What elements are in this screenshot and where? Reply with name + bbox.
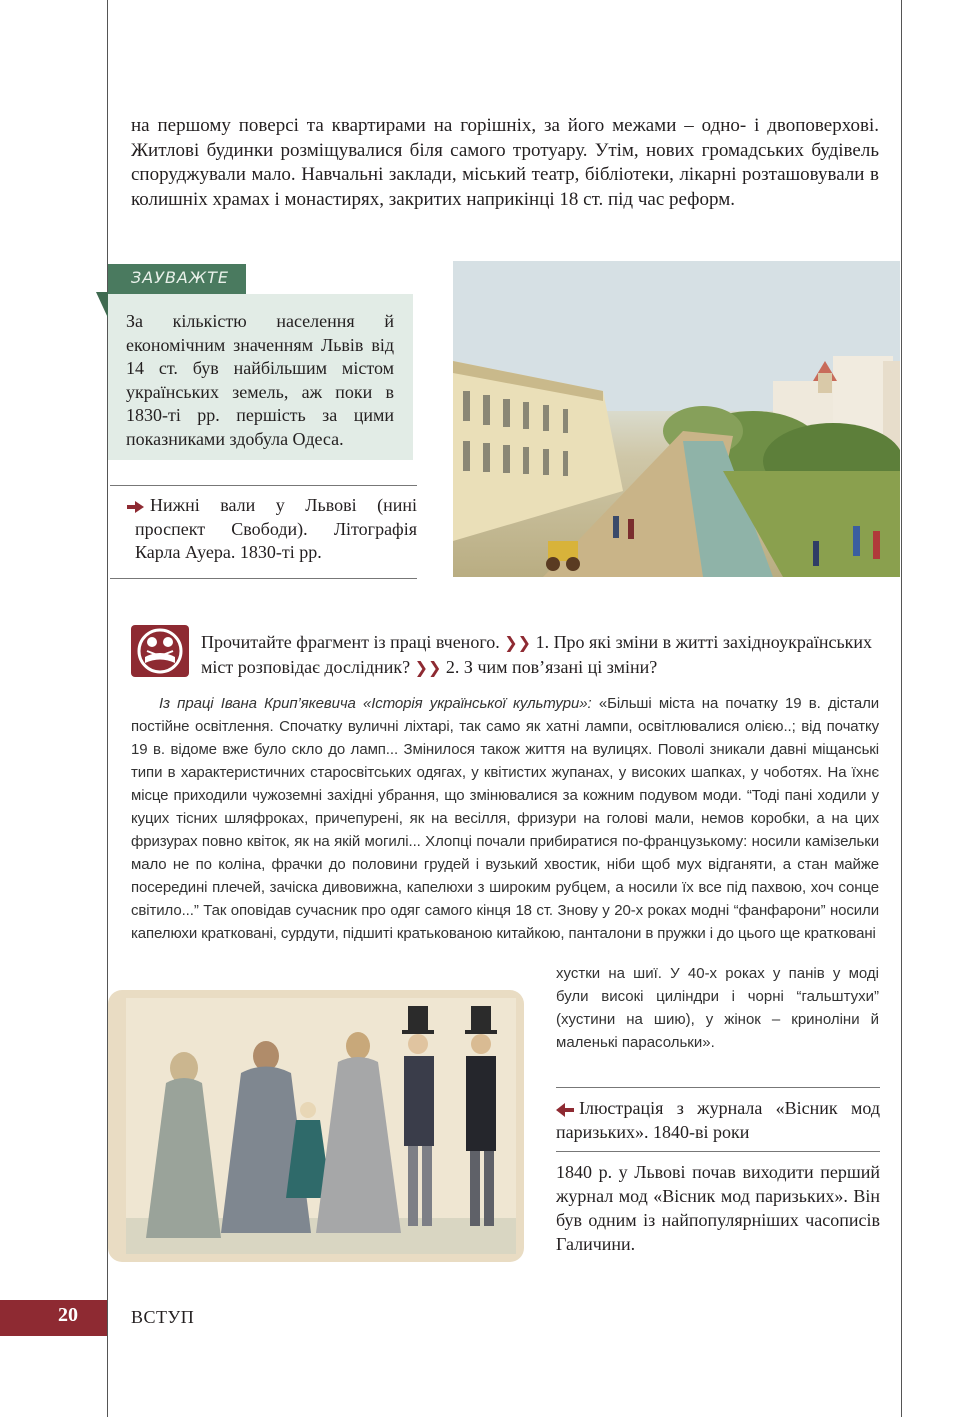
caption-lithograph	[135, 494, 417, 565]
caption-lithograph-text: Нижні вали у Львові (нині проспект Свободи). Літографія Карла Ауера. 1830-ті рр.	[135, 495, 417, 562]
intro-paragraph: на першому поверсі та квартирами на горішніх, за його межами – одно- і двоповерхові. Житлові будинки розміщувалися біля самого тротуару. Утім, нових громадських будівель споруджували мало. Навчальні заклади, міський театр, бібліотеки, лікарні розташовували в колишніх храмах і монастирях, закритих наприкінці 18 ст. під час реформ.	[131, 115, 879, 210]
note-label: ЗАУВАЖТЕ	[131, 268, 229, 287]
section-title: ВСТУП	[131, 1307, 195, 1327]
right-margin-line	[901, 0, 902, 1417]
caption-divider	[556, 1087, 880, 1088]
double-chevron-icon: ❯❯	[504, 633, 532, 652]
note-tab-fold	[96, 292, 108, 318]
page-number-badge	[0, 1300, 107, 1336]
quote-paragraph	[131, 692, 879, 945]
caption-fashion	[556, 1096, 880, 1144]
caption-divider	[556, 1151, 880, 1152]
side-paragraph: 1840 р. у Львові почав виходити перший журнал мод «Вісник мод паризьких». Він був одним із найпопулярніших часописів Галичини.	[556, 1162, 880, 1254]
reading-people-icon	[131, 625, 189, 677]
task-text	[201, 630, 881, 680]
task-intro: Прочитайте фрагмент із праці вченого.	[201, 632, 500, 652]
arrow-right-icon	[135, 501, 144, 513]
caption-fashion-text: Ілюстрація з журнала «Вісник мод паризьких». 1840-ві роки	[556, 1098, 880, 1142]
caption-divider	[110, 578, 417, 579]
lithograph-drawing	[453, 261, 900, 577]
arrow-left-icon	[556, 1103, 565, 1117]
quote-source: Із праці Івана Крип’якевича «Історія української культури»:	[159, 695, 592, 712]
task-question-2: 2. З чим пов’язані ці зміни?	[445, 657, 658, 677]
caption-divider	[110, 485, 417, 486]
fashion-illustration	[126, 998, 516, 1254]
note-text: За кількістю населення й економічним значенням Львів від 14 ст. був найбільшим містом українських земель, аж поки в 1830-ті рр. першість за цими показниками здобула Одеса.	[126, 311, 394, 449]
fashion-drawing	[126, 998, 516, 1254]
quote-text: «Більші міста на початку 19 в. дістали постійне освітлення. Спочатку вуличні ліхтарі, так само як хатні лампи, освітлювалися олією..; від початку 19 в. відоме вже було скло до ламп... Змінилося також життя на вулицях. Поволі зникали давні міщанські типи в характеристичних старосвітських одягах, у квітистих жупанах, у високих шапках, у чоботях. На їхнє місце приходили чужоземні західні убрання, що змінювалися за кожним подувом моди. “Тоді пані ходили у куцих тісних шляфроках, причепурені, як на весілля, фризури на голові мали, немов коробки, а на цих фризурах повно квіток, як на якій могилі... Хлопці почали прибиратися по-французькому: носили камізельки мало не по коліна, фрачки до половини грудей і вузький хвостик, ніби щоб мух відганяти, а стан майже посередині плечей, зачіска дивовижна, капелюхи з широким рубцем, а носили їх все під пахвою, хоч сонце світило...” Так оповідав сучасник про одяг самого кінця 18 ст. Знову у 20-х роках модні “фанфарони” носили капелюхи кратковані, сурдути, підшиті кратькованою китайкою, панталони в пружки і до цього ще кратковані	[131, 695, 879, 942]
lithograph-image	[453, 261, 900, 577]
page-number: 20	[58, 1304, 78, 1326]
quote-paragraph-tail: хустки на шиї. У 40-х роках у панів у моді були високі циліндри і чорні “гальштухи” (хустини на шию), у жінок – криноліни й маленькі парасольки».	[556, 965, 879, 1051]
double-chevron-icon: ❯❯	[414, 658, 442, 677]
task-question-1: 1. Про які зміни в житті західноукраїнських міст розповідає дослідник?	[201, 632, 873, 677]
